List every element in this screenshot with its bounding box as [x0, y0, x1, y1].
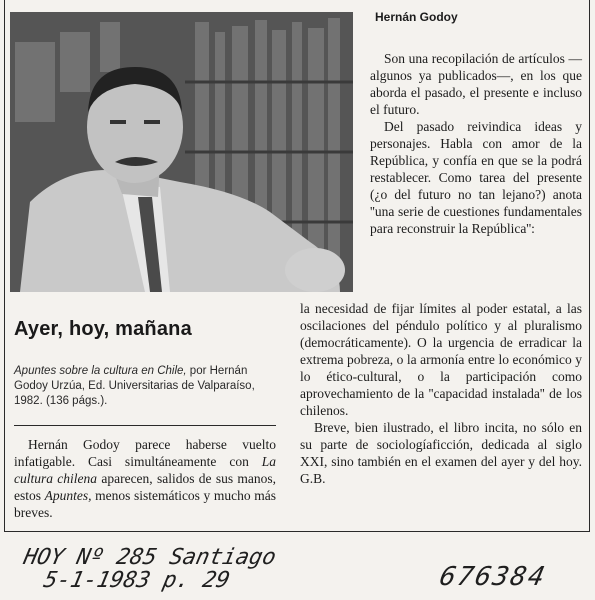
author-photo	[10, 12, 353, 292]
left-column-text	[14, 436, 276, 521]
paragraph-2: Del pasado reivindica ideas y personajes. Habla con amor de la República, y confía en que se la podrá restablecer. Como tarea del presente (¿o del futuro no tan lejano?) anota ''una serie de cuestiones fundamentales para reconstruir la República'':	[370, 119, 582, 236]
byline: Hernán Godoy	[375, 10, 458, 24]
separator-rule	[14, 425, 276, 426]
paragraph-3: Breve, bien ilustrado, el libro incita, no sólo en su parte de sociologíaficción, dedicada al siglo XXI, sino también en el examen del ayer y del hoy. G.B.	[300, 420, 582, 486]
handwritten-catalog-number: 676384	[436, 562, 550, 592]
paragraph-1: Son una recopilación de artículos —algunos ya publicados—, en los que aborda el pasado, el presente e incluso el futuro.	[370, 51, 582, 117]
handwritten-source: HOY Nº 285 Santiago	[21, 545, 279, 570]
right-column-text	[370, 50, 582, 237]
handwritten-date: 5-1-1983 p. 29	[41, 568, 233, 593]
headline: Ayer, hoy, mañana	[14, 318, 192, 340]
continued-text	[300, 300, 582, 487]
book-title: Apuntes sobre la cultura en Chile,	[14, 365, 187, 377]
book-details: por Hernán Godoy Urzúa, Ed. Universitarias de Valparaíso, 1982. (136 págs.).	[14, 365, 255, 407]
intro-paragraph: Hernán Godoy parece haberse vuelto infatigable. Casi simultáneamente con La cultura chilena aparecen, salidos de sus manos, estos Apuntes, menos sistemáticos y mucho más breves.	[14, 437, 277, 520]
bibliographic-reference	[14, 364, 276, 409]
paragraph-2-continued: la necesidad de fijar límites al poder estatal, a las oscilaciones del péndulo político y al pluralismo (democráticamente). O la urgencia de erradicar la extrema pobreza, o la armonía entre lo económico y lo ético-cultural, o la participación como aprovechamiento de la ''capacidad instalada'' de los chilenos.	[300, 301, 582, 418]
